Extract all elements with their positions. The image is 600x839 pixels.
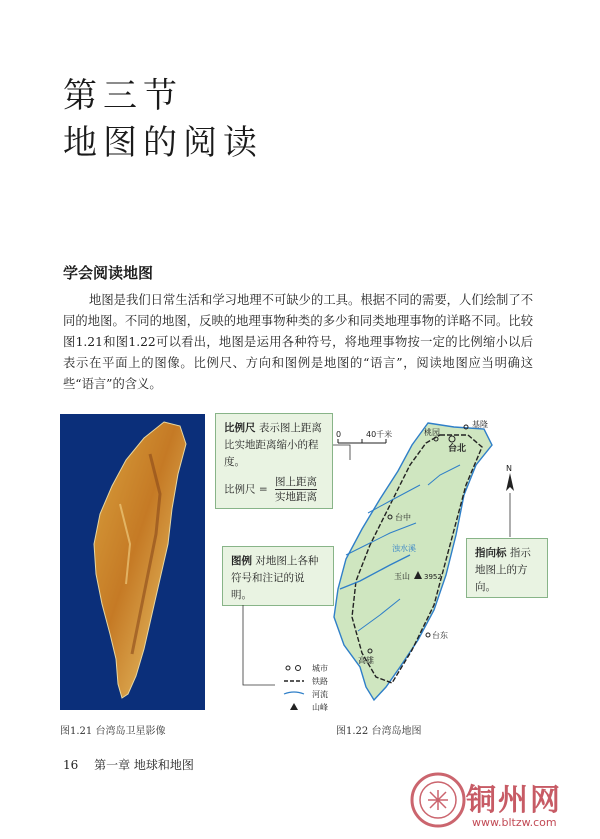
taiwan-map — [240, 405, 560, 715]
scale-formula-numerator: 图上距离 — [274, 476, 317, 488]
legend-label-railway: 铁路 — [312, 677, 328, 686]
legend-label-city: 城市 — [312, 664, 328, 673]
city-label-taipei: 台北 — [448, 444, 467, 454]
section-number: 第三节 — [63, 76, 183, 116]
map-legend — [284, 663, 328, 712]
scale-callout-desc: 表示图上距离比实地距离缩小的程度。 — [224, 422, 322, 468]
scale-callout-title: 比例尺 — [224, 422, 256, 434]
legend-label-peak: 山峰 — [312, 703, 328, 712]
legend-river-icon — [284, 692, 304, 694]
scale-zero-label: 0 — [336, 430, 342, 439]
direction-callout-desc: 指示地图上的方向。 — [475, 547, 531, 593]
legend-connector-line — [243, 605, 275, 685]
figure-caption-map: 图1.22 台湾岛地图 — [336, 726, 422, 737]
satellite-island-graphic — [60, 414, 205, 710]
chapter-label: 第一章 地球和地图 — [94, 758, 194, 772]
subsection-heading: 学会阅读地图 — [63, 264, 154, 282]
scale-connector-line — [333, 445, 350, 460]
page-footer — [63, 756, 194, 773]
legend-capital-icon — [296, 666, 301, 671]
scale-formula-label: 比例尺 = — [224, 483, 268, 496]
peak-label: 玉山 — [394, 572, 410, 581]
legend-label-river: 河流 — [312, 690, 328, 699]
section-title: 地图的阅读 — [63, 123, 263, 163]
city-label-taitung: 台东 — [432, 631, 448, 640]
legend-callout-title: 图例 — [231, 555, 252, 567]
body-paragraph — [63, 290, 533, 395]
legend-peak-icon — [290, 703, 298, 710]
scale-forty-label: 40千米 — [366, 430, 393, 439]
figure-caption-satellite: 图1.21 台湾岛卫星影像 — [60, 726, 166, 737]
page-number: 16 — [63, 758, 79, 772]
city-label-kaohsiung: 高雄 — [358, 656, 374, 665]
city-label-keelung: 基隆 — [472, 420, 488, 429]
city-label-taichung: 台中 — [395, 513, 411, 522]
city-marker — [426, 633, 430, 637]
north-arrow-icon — [506, 473, 514, 491]
city-label-taoyuan: 桃园 — [424, 428, 440, 437]
watermark-text: 铜州网 — [466, 783, 562, 818]
watermark-seal-icon — [408, 770, 468, 830]
scale-formula-denominator: 实地距离 — [274, 491, 317, 503]
peak-elevation: 3952 — [424, 573, 442, 581]
legend-city-icon — [286, 666, 290, 670]
watermark-url: www.bltzw.com — [472, 816, 557, 829]
direction-callout-title: 指向标 — [475, 547, 507, 559]
paragraph-text: 地图是我们日常生活和学习地理不可缺少的工具。根据不同的需要，人们绘制了不同的地图。不同的地图，反映的地理事物种类的多少和同类地理事物的详略不同。比较图1.21和图1.22可以看出，地图是运用各种符号，将地理事物按一定的比例缩小以后表示在平面上的图像。比例尺、方向和图例是地图的“语言”，阅读地图应当明确这些“语言”的含义。 — [63, 293, 533, 391]
river-label: 浊水溪 — [392, 544, 416, 553]
north-label: N — [506, 464, 512, 473]
satellite-image — [60, 414, 205, 710]
legend-callout-desc: 对地图上各种符号和注记的说明。 — [231, 555, 319, 601]
